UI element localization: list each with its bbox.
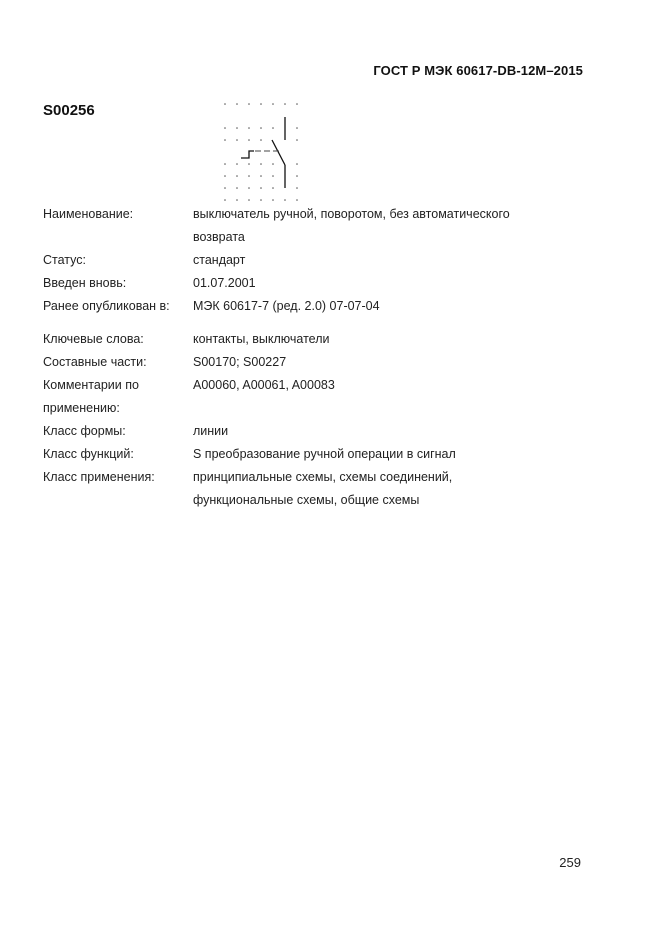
property-row-previously-published (43, 295, 603, 318)
property-value (193, 203, 603, 249)
property-value (193, 420, 603, 443)
property-value-line: выключатель ручной, поворотом, без автоматического (193, 207, 510, 221)
property-label: Введен вновь: (43, 276, 127, 290)
property-value-line: S преобразование ручной операции в сигнал (193, 447, 456, 461)
property-label: Наименование: (43, 207, 134, 221)
property-value-line: принципиальные схемы, схемы соединений, (193, 470, 453, 484)
property-label (43, 374, 193, 420)
property-row-name (43, 203, 603, 249)
properties-table (43, 203, 603, 512)
property-row-status (43, 249, 603, 272)
switch-symbol-drawing (218, 96, 308, 202)
property-value (193, 249, 603, 272)
property-row-introduced (43, 272, 603, 295)
property-value-line: S00170; S00227 (193, 355, 287, 369)
property-label: Класс функций: (43, 447, 134, 461)
property-value (193, 466, 603, 512)
property-value-line: A00060, A00061, A00083 (193, 378, 335, 392)
property-value (193, 443, 603, 466)
property-value-line: стандарт (193, 253, 246, 267)
property-value-line: контакты, выключатели (193, 332, 330, 346)
property-label: Класс применения: (43, 470, 155, 484)
switch-lines (241, 117, 285, 188)
property-value-line: функциональные схемы, общие схемы (193, 493, 420, 507)
property-value-line: 01.07.2001 (193, 276, 256, 290)
property-row-application-notes (43, 374, 603, 420)
standard-header: ГОСТ Р МЭК 60617-DB-12M–2015 (373, 63, 583, 78)
property-label: Статус: (43, 253, 86, 267)
property-value (193, 272, 603, 295)
property-label-line: применению: (43, 401, 120, 415)
property-label: Ключевые слова: (43, 332, 144, 346)
page-number: 259 (559, 855, 581, 870)
property-value-line: линии (193, 424, 229, 438)
symbol-code: S00256 (43, 102, 95, 119)
property-label: Составные части: (43, 355, 147, 369)
property-row-function-class (43, 443, 603, 466)
property-label-line: Комментарии по (43, 378, 139, 392)
property-row-keywords (43, 328, 603, 351)
property-label: Ранее опубликован в: (43, 299, 170, 313)
property-row-form-class (43, 420, 603, 443)
property-value (193, 295, 603, 318)
property-row-components (43, 351, 603, 374)
property-value (193, 351, 603, 374)
property-value (193, 328, 603, 351)
property-value-line: возврата (193, 230, 245, 244)
property-value-line: МЭК 60617-7 (ред. 2.0) 07-07-04 (193, 299, 380, 313)
grid-dots (224, 103, 298, 201)
property-label: Класс формы: (43, 424, 126, 438)
property-row-application-class (43, 466, 603, 512)
property-value (193, 374, 603, 397)
manual-rotary-switch-symbol-icon (218, 96, 308, 202)
